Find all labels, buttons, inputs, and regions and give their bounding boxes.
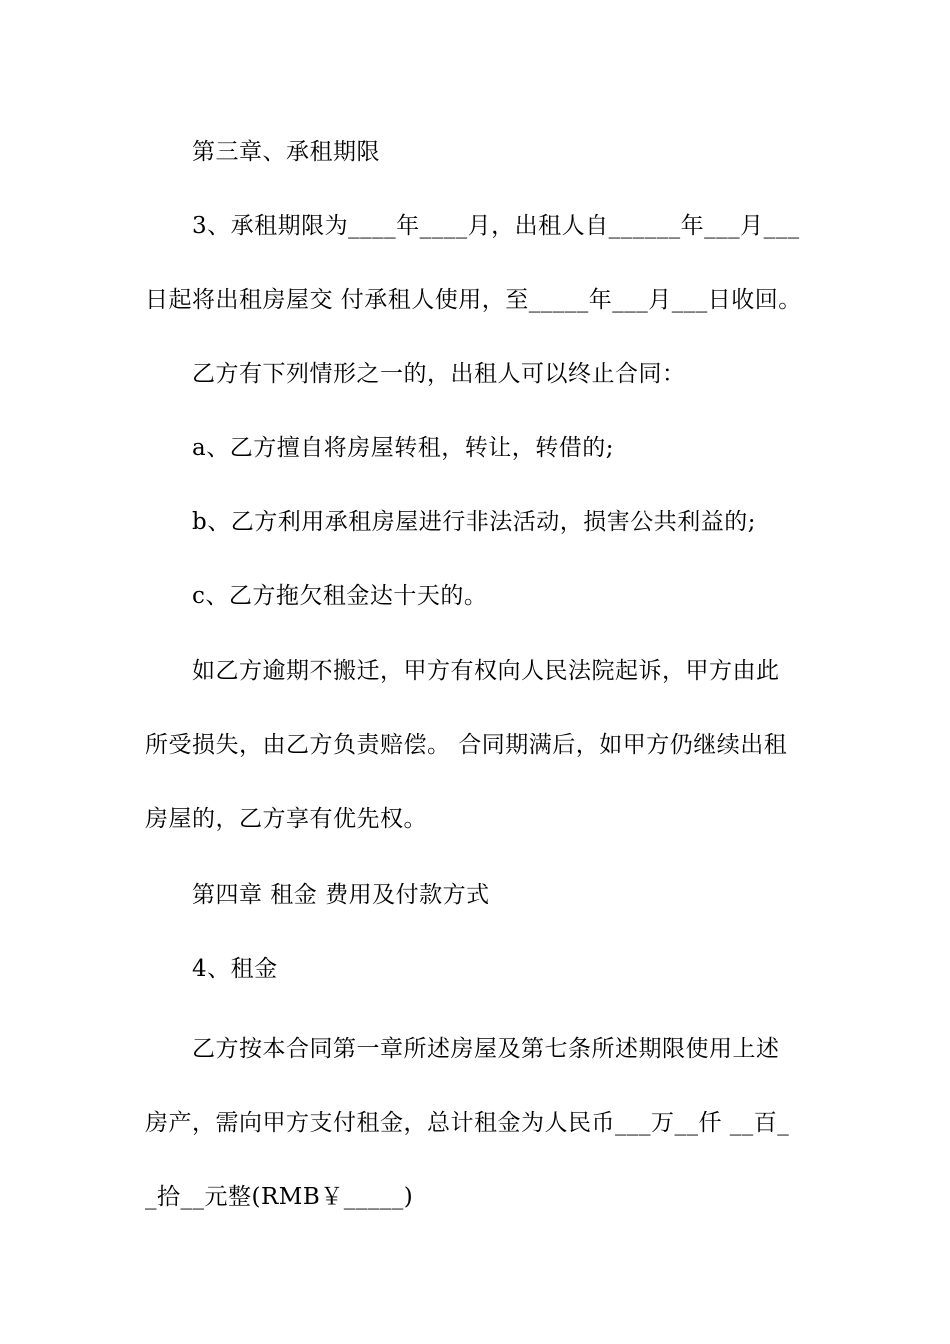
paragraph-line: 如乙方逾期不搬迁，甲方有权向人民法院起诉，甲方由此 <box>192 658 780 684</box>
paragraph-line: 3、承租期限为____年____月，出租人自______年___月___ <box>192 213 800 239</box>
paragraph-line: 房屋的，乙方享有优先权。 <box>145 806 427 832</box>
paragraph-line: 乙方按本合同第一章所述房屋及第七条所述期限使用上述 <box>192 1036 780 1062</box>
paragraph-line: 房产，需向甲方支付租金，总计租金为人民币___万__仟 __百_ <box>145 1110 790 1136</box>
paragraph-line: 日起将出租房屋交 付承租人使用，至_____年___月___日收回。 <box>145 287 802 313</box>
paragraph-line: 所受损失，由乙方负责赔偿。 合同期满后，如甲方仍继续出租 <box>145 732 788 758</box>
list-item-c: c、乙方拖欠租金达十天的。 <box>192 583 488 609</box>
list-item-a: a、乙方擅自将房屋转租，转让，转借的; <box>192 435 614 461</box>
section-heading: 4、租金 <box>192 956 278 982</box>
list-item-b: b、乙方利用承租房屋进行非法活动，损害公共利益的; <box>192 509 756 535</box>
chapter-4-heading: 第四章 租金 费用及付款方式 <box>192 882 490 908</box>
chapter-3-heading: 第三章、承租期限 <box>192 139 380 165</box>
paragraph-line: 乙方有下列情形之一的，出租人可以终止合同： <box>192 361 686 387</box>
paragraph-line: _拾__元整(RMB￥_____) <box>145 1184 414 1210</box>
